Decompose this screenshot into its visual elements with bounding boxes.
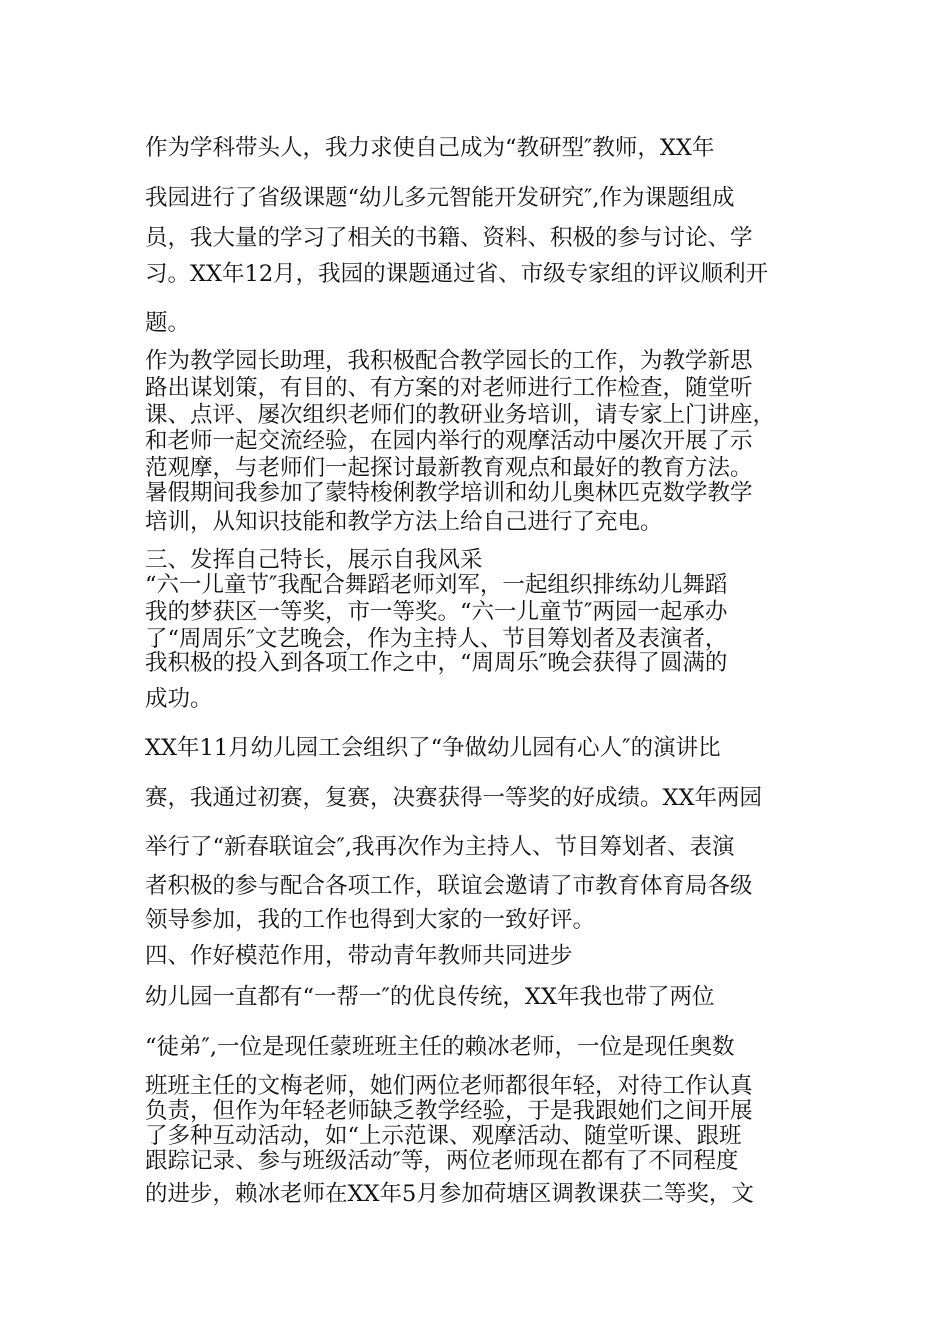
text-line: 作为学科带头人，我力求使自己成为“教研型″教师，XX年	[145, 135, 715, 161]
text-line: 我积极的投入到各项工作之中，“周周乐″晚会获得了圆满的	[145, 650, 728, 676]
text-line: 跟踪记录、参与班级活动″等，两位老师现在都有了不同程度	[145, 1148, 739, 1174]
text-line: 了多种互动活动，如“上示范课、观摩活动、随堂听课、跟班	[145, 1123, 742, 1149]
text-line: 范观摩，与老师们一起探讨最新教育观点和最好的教育方法。	[145, 455, 753, 481]
text-line: 题。	[145, 310, 191, 336]
text-line: 领导参加，我的工作也得到大家的一致好评。	[145, 907, 596, 933]
text-line: 员，我大量的学习了相关的书籍、资料、积极的参与讨论、学	[145, 225, 753, 251]
text-line: 我园进行了省级课题“幼儿多元智能开发研究″,作为课题组成	[145, 185, 735, 211]
text-line: 培训，从知识技能和教学方法上给自己进行了充电。	[145, 509, 663, 535]
text-line: XX年11月幼儿园工会组织了“争做幼儿园有心人″的演讲比	[145, 735, 721, 761]
text-line: 幼儿园一直都有“一帮一″的优良传统，XX年我也带了两位	[145, 984, 715, 1010]
text-line: 的进步，赖冰老师在XX年5月参加荷塘区调教课获二等奖，文	[145, 1181, 754, 1207]
text-line: 赛，我通过初赛，复赛，决赛获得一等奖的好成绩。XX年两园	[145, 785, 763, 811]
text-line: 作为教学园长助理，我积极配合教学园长的工作，为教学新思	[145, 348, 753, 374]
text-line: 者积极的参与配合各项工作，联谊会邀请了市教育体育局各级	[145, 873, 753, 899]
text-line: 负责，但作为年轻老师缺乏教学经验，于是我跟她们之间开展	[145, 1098, 753, 1124]
section-heading: 四、作好模范作用，带动青年教师共同进步	[145, 943, 573, 969]
text-line: “徒弟″,一位是现任蒙班班主任的赖冰老师，一位是现任奥数	[145, 1034, 735, 1060]
text-line: 课、点评、屡次组织老师们的教研业务培训，请专家上门讲座，	[145, 402, 776, 428]
text-line: 了“周周乐″文艺晚会，作为主持人、节目筹划者及表演者，	[145, 626, 728, 652]
text-line: 和老师一起交流经验，在园内举行的观摩活动中屡次开展了示	[145, 428, 753, 454]
text-line: “六一儿童节″我配合舞蹈老师刘军，一起组织排练幼儿舞蹈	[145, 572, 728, 598]
section-heading: 三、发挥自己特长，展示自我风采	[145, 547, 483, 573]
text-line: 暑假期间我参加了蒙特梭俐教学培训和幼儿奥林匹克数学教学	[145, 480, 753, 506]
text-line: 成功。	[145, 686, 213, 712]
text-line: 习。XX年12月，我园的课题通过省、市级专家组的评议顺利开	[145, 261, 769, 287]
text-line: 我的梦获区一等奖，市一等奖。“六一儿童节″两园一起承办	[145, 599, 728, 625]
text-line: 路出谋划策，有目的、有方案的对老师进行工作检查，随堂听	[145, 375, 753, 401]
text-line: 举行了“新春联谊会″,我再次作为主持人、节目筹划者、表演	[145, 834, 735, 860]
text-line: 班班主任的文梅老师，她们两位老师都很年轻，对待工作认真	[145, 1073, 753, 1099]
